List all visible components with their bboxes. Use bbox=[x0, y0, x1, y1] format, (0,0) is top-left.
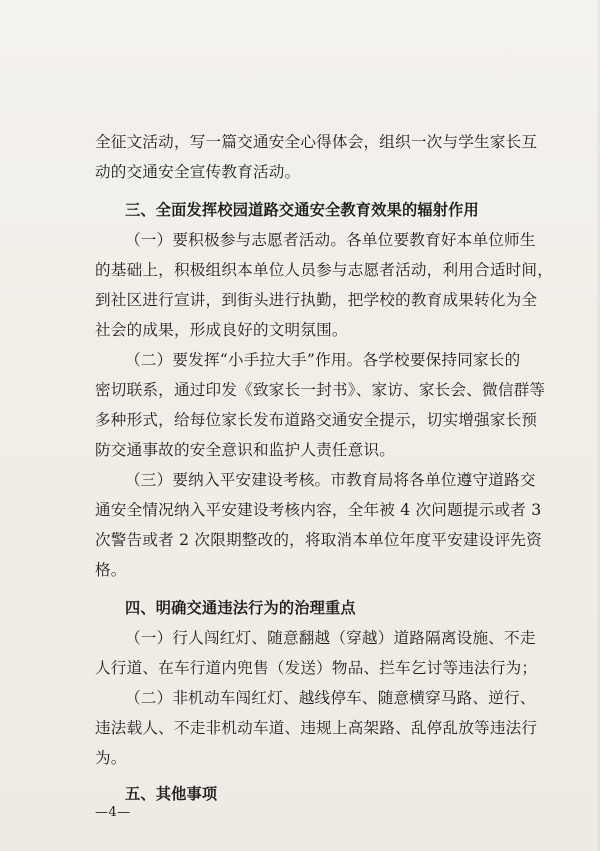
section-heading-4: 四、明确交通违法行为的治理重点 bbox=[125, 599, 356, 617]
body-text-line: （二）要发挥“小手拉大手”作用。各学校要保持同家长的 bbox=[125, 351, 521, 369]
body-text-line: （一）要积极参与志愿者活动。各单位要教育好本单位师生 bbox=[125, 231, 536, 249]
body-text-line: 密切联系，通过印发《致家长一封书》、家访、家长会、微信群等 bbox=[95, 381, 546, 399]
body-text-line: （二）非机动车闯红灯、越线停车、随意横穿马路、逆行、 bbox=[125, 689, 536, 707]
body-text-line: 的基础上，积极组织本单位人员参与志愿者活动，利用合适时间， bbox=[95, 261, 554, 279]
body-text-line: 人行道、在车行道内兜售（发送）物品、拦车乞讨等违法行为； bbox=[95, 659, 538, 677]
body-text-line: （一）行人闯红灯、随意翻越（穿越）道路隔离设施、不走 bbox=[125, 629, 536, 647]
body-text-line: 为。 bbox=[95, 749, 127, 767]
body-text-line: 社会的成果，形成良好的文明氛围。 bbox=[95, 321, 348, 339]
body-text-line: 次警告或者 2 次限期整改的，将取消本单位年度平安建设评先资 bbox=[95, 531, 542, 549]
body-text-line: 防交通事故的安全意识和监护人责任意识。 bbox=[95, 441, 396, 459]
body-text-line: （三）要纳入平安建设考核。市教育局将各单位遵守道路交 bbox=[125, 471, 536, 489]
page-number: —4— bbox=[95, 805, 131, 820]
body-text-line: 动的交通安全宣传教育活动。 bbox=[95, 163, 301, 181]
section-heading-3: 三、全面发挥校园道路交通安全教育效果的辐射作用 bbox=[125, 201, 479, 219]
body-text-line: 到社区进行宣讲，到街头进行执勤，把学校的教育成果转化为全 bbox=[95, 291, 538, 309]
scan-edge-shadow bbox=[596, 0, 600, 851]
body-text-line: 多种形式，给每位家长发布道路交通安全提示，切实增强家长预 bbox=[95, 411, 538, 429]
section-heading-5: 五、其他事项 bbox=[125, 785, 218, 803]
body-text-line: 违法载人、不走非机动车道、违规上高架路、乱停乱放等违法行 bbox=[95, 719, 538, 737]
body-text-line: 格。 bbox=[95, 561, 127, 579]
body-text-line: 通安全情况纳入平安建设考核内容，全年被 4 次问题提示或者 3 bbox=[95, 501, 542, 519]
body-text-line: 全征文活动，写一篇交通安全心得体会，组织一次与学生家长互 bbox=[95, 133, 538, 151]
